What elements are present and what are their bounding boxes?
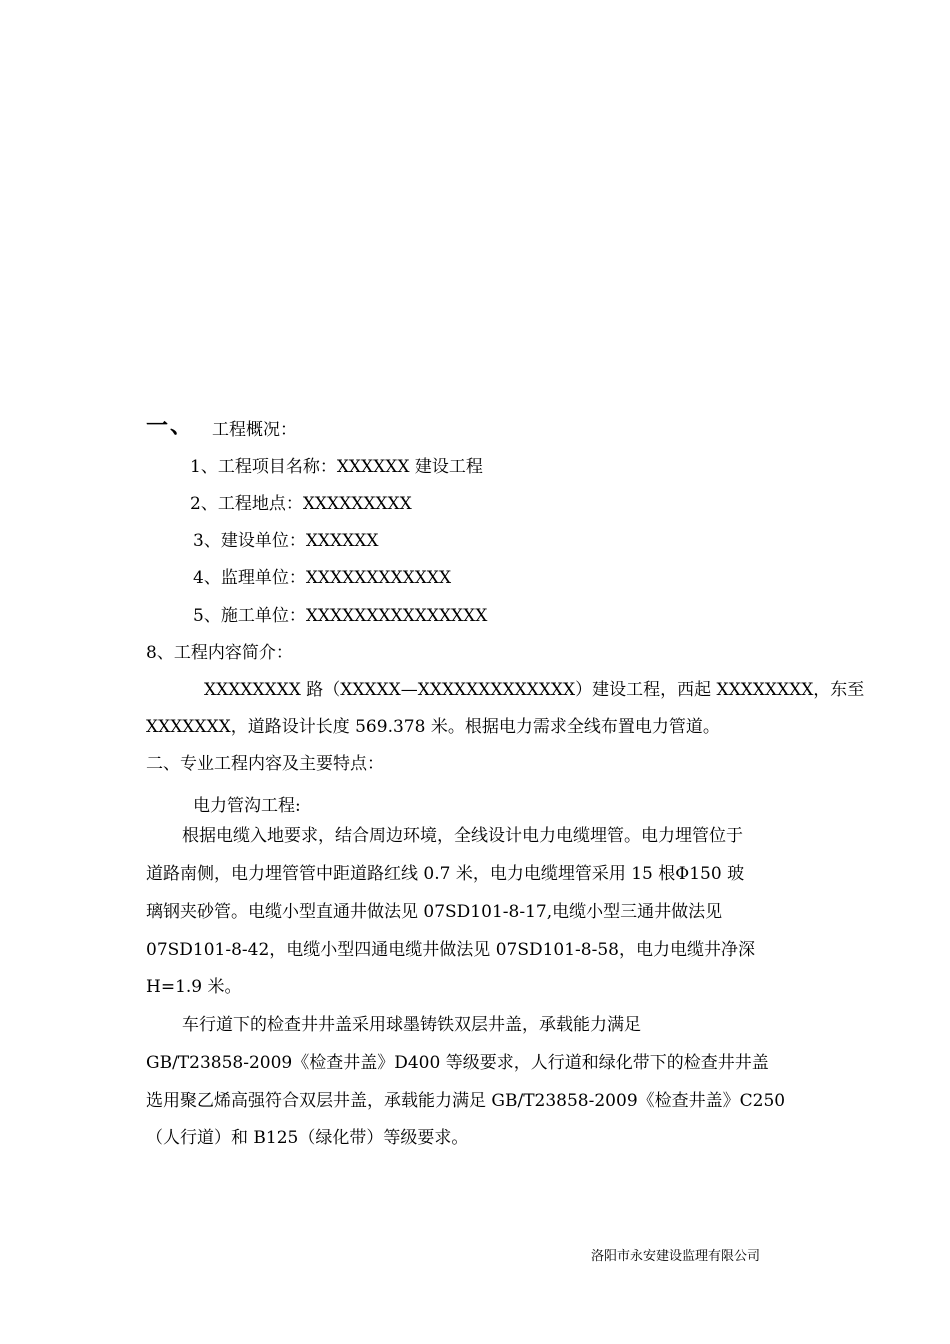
section1-number: 一、 [146, 413, 195, 439]
paragraph-line: 选用聚乙烯高强符合双层井盖，承载能力满足 GB/T23858-2009《检查井盖》C250 [146, 1091, 786, 1111]
project-location-item: 2、工程地点：XXXXXXXXX [190, 494, 412, 514]
content-line: XXXXXXX，道路设计长度 569.378 米。根据电力需求全线布置电力管道。 [146, 717, 720, 737]
paragraph-line: 道路南侧，电力埋管管中距道路红线 0.7 米，电力电缆埋管采用 15 根Φ150 玻 [146, 864, 745, 884]
section1-title: 工程概况： [212, 420, 297, 440]
content-line: XXXXXXXX 路（XXXXX—XXXXXXXXXXXXX）建设工程，西起 XXXXXXXX，东至 [204, 680, 865, 700]
paragraph-line: 车行道下的检查井井盖采用球墨铸铁双层井盖，承载能力满足 [182, 1015, 641, 1035]
section2-subtitle: 电力管沟工程: [193, 796, 301, 816]
supervision-unit-item: 4、监理单位：XXXXXXXXXXXX [193, 568, 452, 588]
project-name-item: 1、工程项目名称：XXXXXX 建设工程 [190, 457, 483, 477]
paragraph-line: （人行道）和 B125（绿化带）等级要求。 [146, 1128, 469, 1148]
paragraph-line: 07SD101-8-42，电缆小型四通电缆井做法见 07SD101-8-58，电力电缆井净深 [146, 940, 755, 960]
paragraph-line: 根据电缆入地要求，结合周边环境，全线设计电力电缆埋管。电力埋管位于 [182, 826, 743, 846]
section2-title: 二、专业工程内容及主要特点： [146, 754, 384, 774]
construction-unit-item: 3、建设单位：XXXXXX [193, 531, 379, 551]
paragraph-line: H=1.9 米。 [146, 977, 242, 997]
footer-company: 洛阳市永安建设监理有限公司 [591, 1249, 761, 1264]
content-heading: 8、工程内容简介： [146, 643, 293, 663]
builder-unit-item: 5、施工单位：XXXXXXXXXXXXXXX [193, 606, 488, 626]
paragraph-line: GB/T23858-2009《检查井盖》D400 等级要求，人行道和绿化带下的检查井井盖 [146, 1053, 769, 1073]
paragraph-line: 璃钢夹砂管。电缆小型直通井做法见 07SD101-8-17,电缆小型三通井做法见 [146, 902, 723, 922]
